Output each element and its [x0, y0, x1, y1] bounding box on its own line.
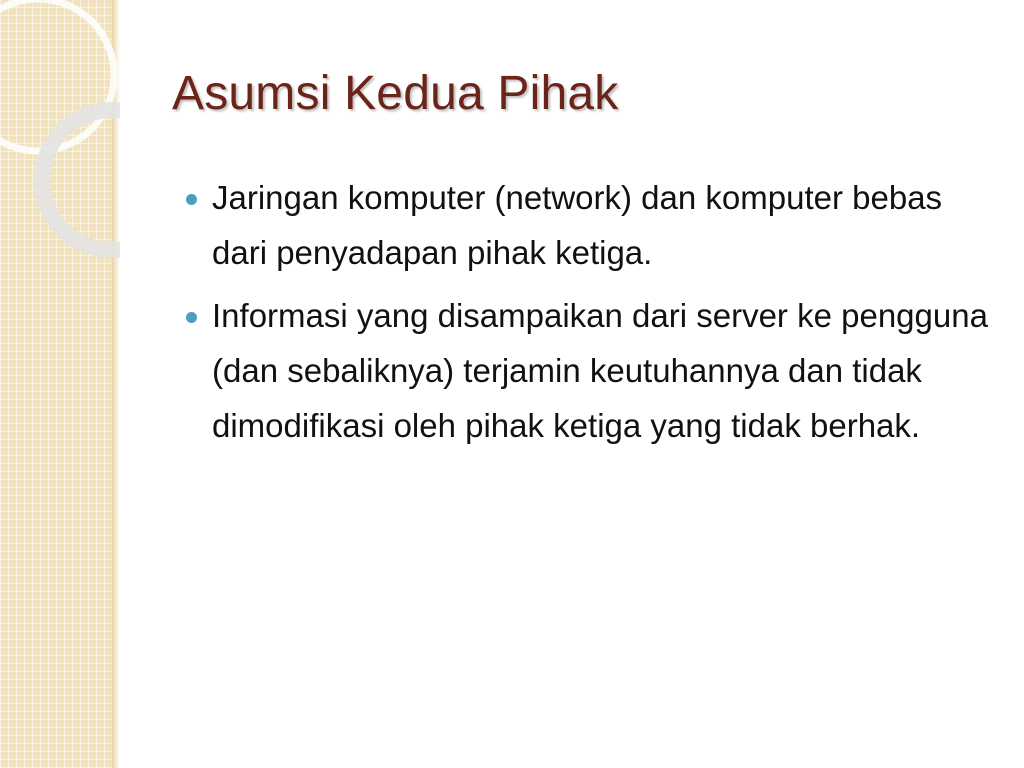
- bullet-item: [182, 288, 992, 453]
- slide-title: Asumsi Kedua Pihak: [172, 67, 619, 120]
- decorative-side-panel: [0, 0, 112, 768]
- side-panel-edge: [112, 0, 120, 768]
- bullet-item: [182, 170, 992, 280]
- bullet-text: Jaringan komputer (network) dan komputer bebas dari penyadapan pihak ketiga.: [212, 179, 943, 271]
- bullet-list: [182, 170, 992, 461]
- bullet-dot-icon: [186, 194, 197, 205]
- bullet-dot-icon: [186, 312, 197, 323]
- bullet-text: Informasi yang disampaikan dari server ke pengguna (dan sebaliknya) terjamin keutuhannya dan tidak dimodifikasi oleh pihak ketiga yang tidak berhak.: [212, 297, 988, 444]
